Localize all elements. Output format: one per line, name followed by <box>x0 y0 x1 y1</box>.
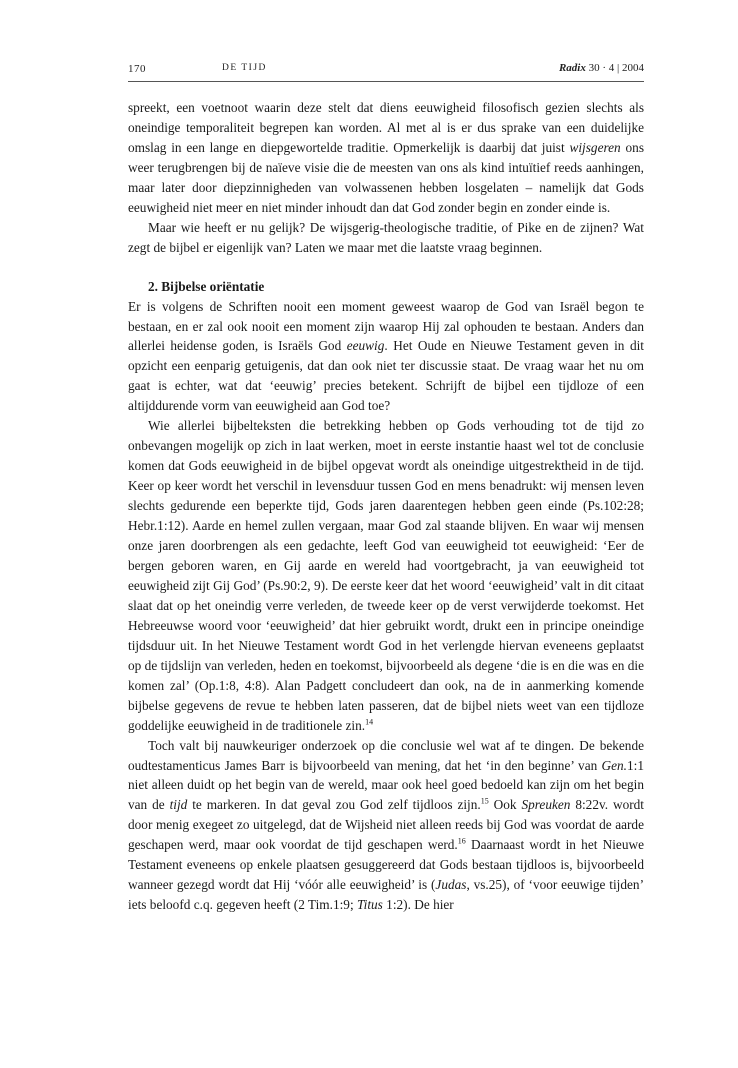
italic-run: Gen. <box>601 757 627 773</box>
text-run: Toch valt bij nauwkeuriger onderzoek op die conclusie wel wat af te dingen. De bekende oudtestamenticus James Barr is bijvoorbeeld van mening, dat het ‘in den beginne’ van <box>128 737 644 773</box>
text-run: Ook <box>488 797 522 813</box>
italic-run: tijd <box>169 797 188 813</box>
text-run: 8:22v. wordt door menig exegeet zo uitgelegd, dat de Wijsheid niet alleen reeds bij God was voordat de aarde geschapen werd, maar ook voordat de tijd geschapen werd. <box>128 797 644 853</box>
text-run: 1:1 niet alleen duidt op het begin van de wereld, maar ook heel goed bedoeld kan zijn om het begin van de <box>128 757 644 813</box>
footnote-ref-14[interactable]: 14 <box>365 717 374 727</box>
italic-run: Spreuken <box>521 797 571 813</box>
text-run: ons weer terugbrengen bij de naïeve visie die de meesten van ons als kind intuïtief reeds aanhingen, maar later door diepzinnigheden van volwassenen hebben losgelaten – namelijk dat Gods eeuwigheid niet meer en niet minder inhoudt dan dat God zonder begin en zonder einde is. <box>128 139 644 215</box>
paragraph-4 <box>128 416 644 735</box>
text-run: Er is volgens de Schriften nooit een moment geweest waarop de God van Israël begon te bestaan, en er zal ook nooit een moment zijn waarop Hij zal ophouden te bestaan. Anders dan allerlei heidense goden, is Israëls God <box>128 298 644 354</box>
section-title: DE TIJD <box>222 63 267 73</box>
text-run: te markeren. In dat geval zou God zelf tijdloos zijn. <box>187 797 481 813</box>
page-number: 170 <box>128 63 146 75</box>
paragraph-5 <box>128 736 644 916</box>
journal-citation <box>559 62 644 74</box>
italic-run: eeuwig <box>346 338 385 354</box>
paragraph-3 <box>128 297 644 417</box>
text-run: . Het Oude en Nieuwe Testament geven in dit opzicht een eenparig getuigenis, dat dan ook niet ter discussie staat. De vraag waar het nu om gaat is echter, wat dat ‘eeuwig’ precies betekent. Schrijft de bijbel een tijdloze of een altijddurende vorm van eeuwigheid aan God toe? <box>128 338 644 414</box>
header-rule <box>128 81 644 82</box>
text-run: Wie allerlei bijbelteksten die betrekking hebben op Gods verhouding tot de tijd zo onbevangen mogelijk op zich in laat werken, moet in eerste instantie haast wel tot de conclusie komen dat Gods eeuwigheid in de bijbel opgevat wordt als oneindige uitgestrektheid in de tijd. Keer op keer wordt het verschil in levensduur tussen God en mens benadrukt: wij mensen leven slechts gedurende een beperkte tijd, Gods jaren daarentegen hebben geen einde (Ps.102:28; Hebr.1:12). Aarde en hemel zullen vergaan, maar God zal staande blijven. En waar wij mensen onze jaren doorbrengen als een gedachte, leeft God van eeuwigheid tot eeuwigheid: ‘Eer de bergen geboren waren, en Gij aarde en wereld had voortgebracht, ja van eeuwigheid tot eeuwigheid zijt Gij God’ (Ps.90:2, 9). De eerste keer dat het woord ‘eeuwigheid’ valt in dit citaat slaat dat op het oneindig verre verleden, de tweede keer op de verst verwijderde toekomst. Het Hebreeuwse woord voor ‘eeuwigheid’ dat hier gebruikt wordt, drukt een in principe oneindige tijdsduur uit. In het Nieuwe Testament wordt God in het verlengde hiervan eveneens geplaatst op de tijdslijn van verleden, heden en toekomst, bijvoorbeeld als degene ‘die is en die was en die komen zal’ (Op.1:8, 4:8). Alan Padgett concludeert dan ook, na de in aanmerking komende bijbelse gegevens de revue te hebben laten passeren, dat de bijbel niets weet van een tijdloze goddelijke eeuwigheid in de traditionele zin. <box>128 418 644 733</box>
section-heading: 2. Bijbelse oriëntatie <box>148 278 265 294</box>
text-run: , vs.25), of ‘voor eeuwige tijden’ iets beloofd c.q. gegeven heeft (2 Tim.1:9; <box>128 877 644 913</box>
text-run: Daarnaast wordt in het Nieuwe Testament eveneens op enkele plaatsen gesuggereerd dat Gods bestaan tijdloos is, bijvoorbeeld wanneer gezegd wordt dat Hij ‘vóór alle eeuwigheid’ is ( <box>128 837 644 893</box>
text-run: spreekt, een voetnoot waarin deze stelt dat diens eeuwigheid filosofisch gezien slechts als oneindige temporaliteit begrepen kan worden. Al met al is er dus sprake van een duidelijke omslag in een lange en diepgewortelde traditie. Opmerkelijk is daarbij dat juist <box>128 100 644 155</box>
body-text <box>128 98 644 915</box>
text-run: 1:2). De hier <box>382 897 454 913</box>
italic-run: Judas <box>435 877 467 893</box>
paragraph-1 <box>128 98 644 218</box>
journal-issue: 30 · 4 | 2004 <box>588 62 644 74</box>
journal-name: Radix <box>558 62 586 74</box>
footnote-ref-15[interactable]: 15 <box>480 796 489 806</box>
italic-run: wijsgeren <box>569 139 621 155</box>
italic-run: Titus <box>356 897 383 913</box>
footnote-ref-16[interactable]: 16 <box>457 836 466 846</box>
running-header <box>128 61 644 79</box>
paragraph-2: Maar wie heeft er nu gelijk? De wijsgerig-theologische traditie, of Pike en de zijnen? Wat zegt de bijbel er eigenlijk van? Laten we maar met die laatste vraag beginnen. <box>128 219 644 255</box>
